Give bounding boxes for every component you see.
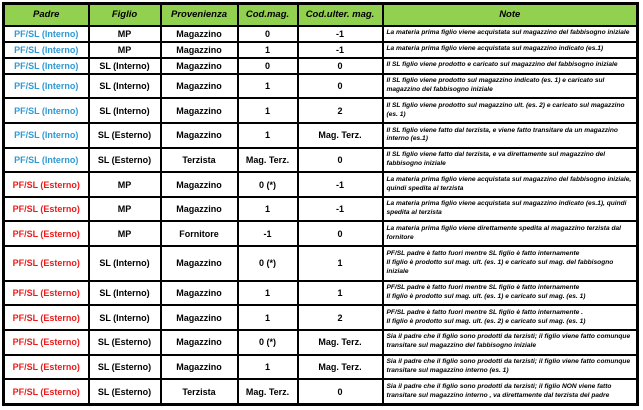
provenienza-cell: Magazzino — [161, 42, 238, 58]
note-line-1: PF/SL padre è fatto fuori mentre SL figlio è fatto internamente — [386, 250, 580, 258]
table-row — [4, 221, 638, 246]
note-line-2: Il figlio è prodotto sul mag. ult. (es. 1) e caricato sul mag. (es. 1) — [386, 292, 586, 300]
note-line-1: PF/SL padre è fatto fuori mentre SL figlio è fatto internamente — [386, 284, 580, 292]
note-line-2: Il figlio è prodotto sul mag. ult. (es. 1) e caricato sul mag. del fabbisogno iniziale — [386, 259, 614, 275]
padre-cell: PF/SL (Esterno) — [4, 330, 89, 355]
table-row — [4, 246, 638, 281]
note-line-1: La materia prima figlio viene acquistata sul magazzino del fabbisogno iniziale — [386, 29, 630, 37]
figlio-cell: MP — [89, 172, 161, 197]
header-padre: Padre — [4, 4, 89, 26]
note-cell — [383, 123, 638, 148]
cod-mag-cell: 1 — [238, 123, 298, 148]
figlio-cell: MP — [89, 42, 161, 58]
cod-mag-cell: 1 — [238, 42, 298, 58]
note-line-1: Sia il padre che il figlio sono prodotti da terzisti; il figlio NON viene fatto transitare sul magazzino interno , va direttamente dal terzista del padre — [386, 382, 612, 399]
figlio-cell: SL (Esterno) — [89, 330, 161, 355]
padre-cell: PF/SL (Interno) — [4, 123, 89, 148]
padre-cell: PF/SL (Interno) — [4, 26, 89, 42]
figlio-cell: SL (Interno) — [89, 74, 161, 99]
cod-mag-cell: 0 — [238, 58, 298, 74]
figlio-cell: SL (Interno) — [89, 281, 161, 306]
table-row — [4, 123, 638, 148]
padre-figlio-table — [2, 2, 639, 406]
cod-ulter-mag-cell: Mag. Terz. — [298, 123, 383, 148]
figlio-cell: SL (Interno) — [89, 246, 161, 281]
cod-ulter-mag-cell: -1 — [298, 42, 383, 58]
cod-mag-cell: 1 — [238, 355, 298, 380]
table-row — [4, 148, 638, 173]
note-cell — [383, 26, 638, 42]
header-note: Note — [383, 4, 638, 26]
figlio-cell: MP — [89, 221, 161, 246]
table-row — [4, 98, 638, 123]
note-line-1: La materia prima figlio viene acquistata sul magazzino indicato (es.1), quindi spedita al terzista — [386, 200, 627, 217]
note-cell — [383, 330, 638, 355]
note-cell — [383, 281, 638, 306]
padre-cell: PF/SL (Esterno) — [4, 355, 89, 380]
padre-cell: PF/SL (Esterno) — [4, 221, 89, 246]
table-row — [4, 281, 638, 306]
cod-ulter-mag-cell: 0 — [298, 58, 383, 74]
note-line-1: Il SL figlio viene prodotto sul magazzino indicato (es. 1) e caricato sul magazzino del fabbisogno iniziale — [386, 77, 605, 94]
figlio-cell: SL (Esterno) — [89, 355, 161, 380]
header-cod-mag: Cod.mag. — [238, 4, 298, 26]
cod-mag-cell: -1 — [238, 221, 298, 246]
note-cell — [383, 355, 638, 380]
figlio-cell: SL (Interno) — [89, 58, 161, 74]
note-line-1: Il SL figlio viene fatto dal terzista, e viene fatto transitare da un magazzino interno (es.1) — [386, 126, 618, 143]
table-row — [4, 330, 638, 355]
header-row — [4, 4, 638, 26]
figlio-cell: SL (Interno) — [89, 98, 161, 123]
provenienza-cell: Magazzino — [161, 58, 238, 74]
cod-ulter-mag-cell: 1 — [298, 281, 383, 306]
note-cell — [383, 379, 638, 404]
provenienza-cell: Fornitore — [161, 221, 238, 246]
provenienza-cell: Magazzino — [161, 74, 238, 99]
note-cell — [383, 172, 638, 197]
provenienza-cell: Magazzino — [161, 98, 238, 123]
note-line-1: Sia il padre che il figlio sono prodotti da terzisti; il figlio viene fatto comunque transitare sul magazzino del fabbisogno iniziale — [386, 333, 631, 350]
cod-ulter-mag-cell: -1 — [298, 26, 383, 42]
note-cell — [383, 58, 638, 74]
note-line-1: La materia prima figlio viene acquistata sul magazzino del fabbisogno iniziale, quindi spedita al terzista — [386, 175, 632, 192]
note-line-1: Il SL figlio viene fatto dal terzista, e va direttamente sul magazzino del fabbisogno iniziale — [386, 151, 606, 167]
padre-cell: PF/SL (Interno) — [4, 58, 89, 74]
note-cell — [383, 246, 638, 281]
provenienza-cell: Magazzino — [161, 246, 238, 281]
note-cell — [383, 305, 638, 330]
provenienza-cell: Magazzino — [161, 330, 238, 355]
provenienza-cell: Magazzino — [161, 197, 238, 222]
padre-cell: PF/SL (Interno) — [4, 74, 89, 99]
figlio-cell: MP — [89, 26, 161, 42]
cod-mag-cell: 0 (*) — [238, 246, 298, 281]
table-row — [4, 58, 638, 74]
cod-mag-cell: Mag. Terz. — [238, 379, 298, 404]
table-body — [4, 26, 638, 405]
provenienza-cell: Magazzino — [161, 281, 238, 306]
cod-ulter-mag-cell: 0 — [298, 74, 383, 99]
figlio-cell: SL (Esterno) — [89, 148, 161, 173]
cod-mag-cell: 1 — [238, 281, 298, 306]
note-line-1: La materia prima figlio viene direttamente spedita al magazzino terzista dal fornitore — [386, 225, 622, 241]
provenienza-cell: Magazzino — [161, 26, 238, 42]
padre-cell: PF/SL (Interno) — [4, 98, 89, 123]
provenienza-cell: Magazzino — [161, 305, 238, 330]
provenienza-cell: Terzista — [161, 148, 238, 173]
table-row — [4, 74, 638, 99]
cod-ulter-mag-cell: 1 — [298, 246, 383, 281]
note-cell — [383, 148, 638, 173]
figlio-cell: SL (Interno) — [89, 305, 161, 330]
cod-ulter-mag-cell: Mag. Terz. — [298, 330, 383, 355]
provenienza-cell: Magazzino — [161, 355, 238, 380]
figlio-cell: SL (Esterno) — [89, 123, 161, 148]
header-figlio: Figlio — [89, 4, 161, 26]
note-cell — [383, 42, 638, 58]
table-row — [4, 172, 638, 197]
cod-ulter-mag-cell: 0 — [298, 221, 383, 246]
note-line-1: Il SL figlio viene prodotto e caricato sul magazzino del fabbisogno iniziale — [386, 61, 618, 69]
table-row — [4, 42, 638, 58]
note-line-1: Il SL figlio viene prodotto sul magazzino ult. (es. 2) e caricato sul magazzino (es. 1) — [386, 101, 625, 118]
cod-ulter-mag-cell: -1 — [298, 172, 383, 197]
cod-ulter-mag-cell: -1 — [298, 197, 383, 222]
padre-cell: PF/SL (Esterno) — [4, 197, 89, 222]
table-row — [4, 197, 638, 222]
cod-mag-cell: Mag. Terz. — [238, 148, 298, 173]
cod-ulter-mag-cell: Mag. Terz. — [298, 355, 383, 380]
cod-mag-cell: 1 — [238, 74, 298, 99]
note-line-2: Il figlio è prodotto sul mag. ult. (es. 2) e caricato sul mag. (es. 1) — [386, 317, 586, 325]
note-cell — [383, 197, 638, 222]
padre-cell: PF/SL (Interno) — [4, 42, 89, 58]
note-cell — [383, 221, 638, 246]
cod-mag-cell: 0 (*) — [238, 330, 298, 355]
cod-mag-cell: 0 — [238, 26, 298, 42]
table-row — [4, 26, 638, 42]
header-provenienza: Provenienza — [161, 4, 238, 26]
cod-ulter-mag-cell: 0 — [298, 379, 383, 404]
header-cod-ulter-mag: Cod.ulter. mag. — [298, 4, 383, 26]
figlio-cell: SL (Esterno) — [89, 379, 161, 404]
cod-ulter-mag-cell: 0 — [298, 148, 383, 173]
cod-mag-cell: 1 — [238, 305, 298, 330]
cod-ulter-mag-cell: 2 — [298, 305, 383, 330]
note-line-1: PF/SL padre è fatto fuori mentre SL figlio è fatto internamente . — [386, 308, 583, 316]
padre-cell: PF/SL (Esterno) — [4, 172, 89, 197]
table-row — [4, 305, 638, 330]
table-row — [4, 355, 638, 380]
cod-mag-cell: 0 (*) — [238, 172, 298, 197]
note-cell — [383, 74, 638, 99]
padre-cell: PF/SL (Esterno) — [4, 281, 89, 306]
padre-cell: PF/SL (Esterno) — [4, 246, 89, 281]
provenienza-cell: Magazzino — [161, 123, 238, 148]
figlio-cell: MP — [89, 197, 161, 222]
padre-cell: PF/SL (Esterno) — [4, 379, 89, 404]
padre-cell: PF/SL (Esterno) — [4, 305, 89, 330]
provenienza-cell: Magazzino — [161, 172, 238, 197]
table-row — [4, 379, 638, 404]
note-line-1: La materia prima figlio viene acquistata sul magazzino indicato (es.1) — [386, 45, 604, 53]
cod-mag-cell: 1 — [238, 197, 298, 222]
padre-cell: PF/SL (Interno) — [4, 148, 89, 173]
cod-mag-cell: 1 — [238, 98, 298, 123]
cod-ulter-mag-cell: 2 — [298, 98, 383, 123]
note-cell — [383, 98, 638, 123]
note-line-1: Sia il padre che il figlio sono prodotti da terzisti; il figlio viene fatto comunque transitare sul magazzino interno (es. 1) — [386, 358, 631, 374]
provenienza-cell: Terzista — [161, 379, 238, 404]
